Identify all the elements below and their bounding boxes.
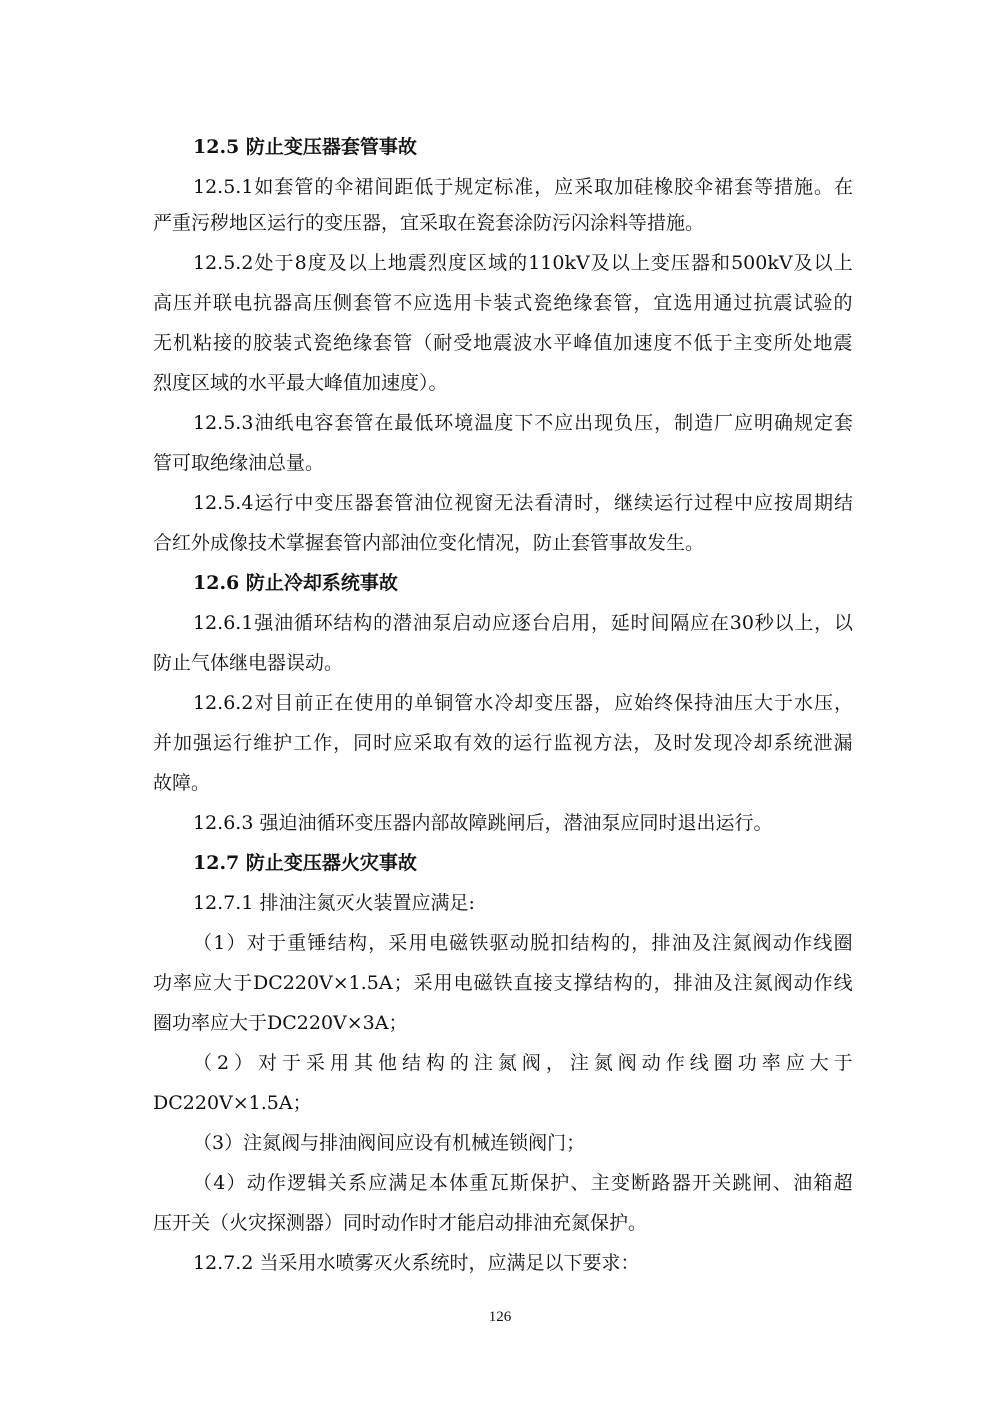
text-line: 12.7.1 排油注氮灭火装置应满足: <box>193 892 475 914</box>
text-line: 压开关（火灾探测器）同时动作时才能启动排油充氮保护。 <box>153 1212 648 1234</box>
text-line: 高 压 并 联 电 抗 器 高 压 侧 套 管 不 应 选 用 卡 装 式 瓷 绝 缘 套 管 ， 宜 选 用 通 过 抗 震 试 验 的 <box>153 292 853 314</box>
text-line: 圈功率应大于DC220V×3A； <box>153 1012 408 1034</box>
text-line: 12.6.2 对 目 前 正 在 使 用 的 单 铜 管 水 冷 却 变 压 器 ， 应 始 终 保 持 油 压 大 于 水 压 ， <box>193 692 853 714</box>
page-number: 126 <box>488 1309 512 1325</box>
text-line: （ 1 ） 对 于 重 锤 结 构 ， 采 用 电 磁 铁 驱 动 脱 扣 结 构 的 ， 排 油 及 注 氮 阀 动 作 线 圈 <box>193 932 853 954</box>
text-line: （3）注氮阀与排油阀间应设有机械连锁阀门； <box>193 1132 586 1154</box>
text-line: 12.5.2 处 于 8 度 及 以 上 地 震 烈 度 区 域 的 110kV 及 以 上 变 压 器 和 500kV 及 以 上 <box>193 252 853 274</box>
text-line: （ 2 ） 对 于 采 用 其 他 结 构 的 注 氮 阀 ， 注 氮 阀 动 作 线 圈 功 率 应 大 于 <box>193 1052 853 1074</box>
text-line: 12.5.3 油 纸 电 容 套 管 在 最 低 环 境 温 度 下 不 应 出 现 负 压 ， 制 造 厂 应 明 确 规 定 套 <box>193 412 853 434</box>
text-line: 12.5.1 如 套 管 的 伞 裙 间 距 低 于 规 定 标 准 ， 应 采 取 加 硅 橡 胶 伞 裙 套 等 措 施 。 在 <box>193 176 853 198</box>
section-heading: 12.6 防止冷却系统事故 <box>193 572 398 594</box>
text-line: 无 机 粘 接 的 胶 装 式 瓷 绝 缘 套 管 （ 耐 受 地 震 波 水 平 峰 值 加 速 度 不 低 于 主 变 所 处 地 震 <box>153 332 853 354</box>
text-line: 12.5.4 运 行 中 变 压 器 套 管 油 位 视 窗 无 法 看 清 时 ， 继 续 运 行 过 程 中 应 按 周 期 结 <box>193 492 853 514</box>
text-line: （ 4 ） 动 作 逻 辑 关 系 应 满 足 本 体 重 瓦 斯 保 护 、 主 变 断 路 器 开 关 跳 闸 、 油 箱 超 <box>193 1172 853 1194</box>
text-line: 烈度区域的水平最大峰值加速度）。 <box>153 372 448 394</box>
text-line: 并 加 强 运 行 维 护 工 作 ， 同 时 应 采 取 有 效 的 运 行 监 视 方 法 ， 及 时 发 现 冷 却 系 统 泄 漏 <box>153 732 853 754</box>
text-line: 管可取绝缘油总量。 <box>153 452 325 474</box>
section-heading: 12.5 防止变压器套管事故 <box>193 136 417 158</box>
text-line: 12.6.1 强 油 循 环 结 构 的 潜 油 泵 启 动 应 逐 台 启 用 ， 延 时 间 隔 应 在 30 秒 以 上 ， 以 <box>193 612 853 634</box>
text-line: 严重污秽地区运行的变压器，宜采取在瓷套涂防污闪涂料等措施。 <box>153 212 705 234</box>
text-line: 合红外成像技术掌握套管内部油位变化情况，防止套管事故发生。 <box>153 532 705 554</box>
text-line: 故障。 <box>153 772 211 794</box>
section-heading: 12.7 防止变压器火灾事故 <box>193 852 417 874</box>
text-line: DC220V×1.5A； <box>153 1092 312 1114</box>
text-line: 功 率 应 大 于 DC220V×1.5A ； 采 用 电 磁 铁 直 接 支 撑 结 构 的 ， 排 油 及 注 氮 阀 动 作 线 <box>153 972 853 994</box>
text-line: 12.6.3 强迫油循环变压器内部故障跳闸后，潜油泵应同时退出运行。 <box>193 812 773 834</box>
text-line: 防止气体继电器误动。 <box>153 652 344 674</box>
text-line: 12.7.2 当采用水喷雾灭火系统时，应满足以下要求： <box>193 1252 640 1274</box>
